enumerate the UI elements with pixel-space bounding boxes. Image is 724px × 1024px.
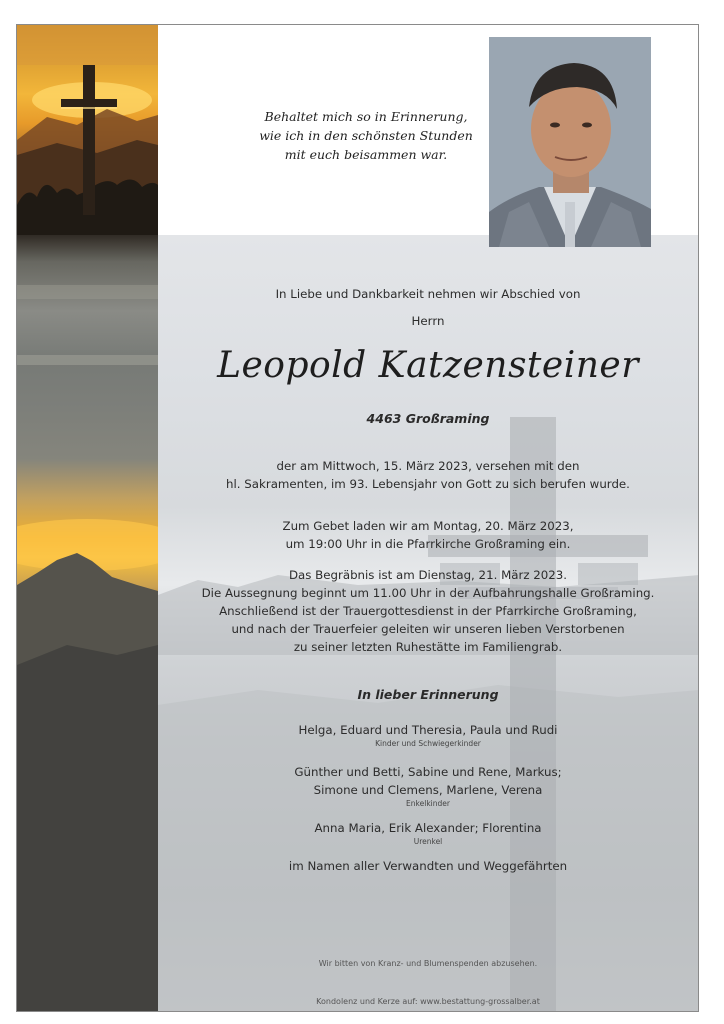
portrait-image [489,37,651,247]
farewell-intro: In Liebe und Dankbarkeit nehmen wir Abschied von [275,287,581,301]
funeral-line: Das Begräbnis ist am Dienstag, 21. März 2023. [288,568,568,582]
deceased-name: Leopold Katzensteiner [217,345,639,386]
portrait-photo [489,37,651,247]
grandchildren-names-2: Simone und Clemens, Marlene, Verena [313,783,543,797]
prayer-line: Zum Gebet laden wir am Montag, 20. März 2023, [282,519,574,533]
deceased-location: 4463 Großraming [366,411,490,426]
obituary-card [16,24,699,1012]
children-names: Helga, Eduard und Theresia, Paula und Rudi [298,723,558,737]
death-notice-line: der am Mittwoch, 15. März 2023, versehen mit den [276,459,580,473]
family-children [158,721,698,749]
memorial-quote [231,107,501,164]
funeral-line: Die Aussegnung beginnt um 11.00 Uhr in der Aufbahrungshalle Großraming. [201,586,655,600]
family-grandchildren [158,763,698,809]
death-notice [158,457,698,493]
funeral-notice [158,566,698,656]
death-notice-line: hl. Sakramenten, im 93. Lebensjahr von Gott zu sich berufen wurde. [226,477,630,491]
children-label: Kinder und Schwiegerkinder [375,739,481,748]
grandchildren-names-1: Günther und Betti, Sabine und Rene, Markus; [294,765,562,779]
funeral-line: zu seiner letzten Ruhestätte im Familiengrab. [293,640,563,654]
condolence-link[interactable]: Kondolenz und Kerze auf: www.bestattung-grossalber.at [316,997,540,1006]
quote-line: wie ich in den schönsten Stunden [259,128,473,143]
relatives-line: im Namen aller Verwandten und Weggefährten [288,859,568,873]
funeral-line: und nach der Trauerfeier geleiten wir unseren lieben Verstorbenen [231,622,625,636]
quote-line: Behaltet mich so in Erinnerung, [264,109,468,124]
funeral-line: Anschließend ist der Trauergottesdienst in der Pfarrkirche Großraming, [219,604,637,618]
sunset-photo-strip [17,25,158,1011]
quote-line: mit euch beisammen war. [284,147,448,162]
salutation: Herrn [411,314,445,328]
sunset-landscape-image [17,25,158,1012]
family-great-grandchildren [158,819,698,847]
flowers-request: Wir bitten von Kranz- und Blumenspenden abzusehen. [318,959,538,968]
great-grandchildren-label: Urenkel [413,837,443,846]
grandchildren-label: Enkelkinder [406,799,450,808]
memory-heading: In lieber Erinnerung [357,687,499,702]
great-grandchildren-names: Anna Maria, Erik Alexander; Florentina [314,821,542,835]
prayer-notice [158,517,698,553]
prayer-line: um 19:00 Uhr in die Pfarrkirche Großraming ein. [285,537,571,551]
